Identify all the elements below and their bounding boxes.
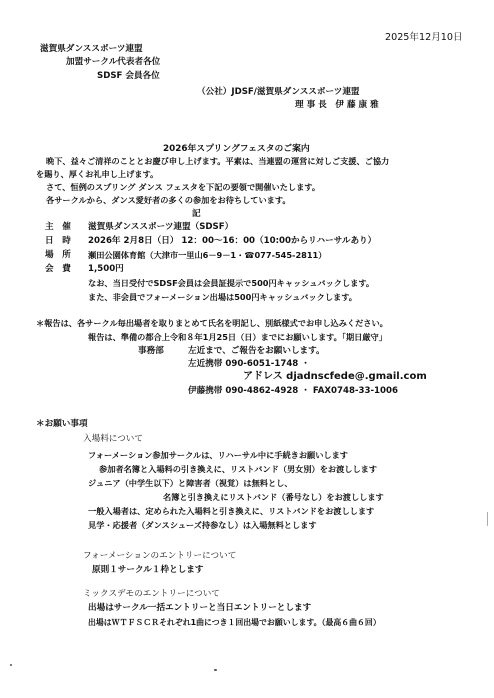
recipient-circle-reps: 加盟サークル代表者各位	[66, 57, 161, 67]
recipient-members: SDSF 会員各位	[97, 71, 160, 81]
document-date: 2025年12月10日	[385, 32, 463, 43]
report-deadline: 報告は、準備の都合上令和８年1月25日（日）までにお願いします。「期日厳守」	[88, 332, 387, 342]
document-title: 2026年スプリングフェスタのご案内	[163, 144, 310, 154]
scan-speck	[10, 664, 12, 666]
entry-line-4: 名簿と引き換えにリストバンド（番号なし）をお渡しします	[163, 492, 384, 502]
sender-name: 理 事 長 伊 藤 康 雅	[295, 100, 379, 110]
mix-demo-line-1: 出場はサークル一括エントリーと当日エントリーとします	[88, 603, 312, 613]
sender-organization: （公社）JDSF/滋賀県ダンススポーツ連盟	[197, 87, 360, 97]
mix-demo-heading: ミックスデモのエントリーについて	[83, 589, 220, 599]
greeting-line-3: さて、恒例のスプリング ダンス フェスタを下記の要領で開催いたします。	[46, 182, 321, 192]
fee-note-2: また、非会員でフォーメーション出場は500円キャッシュバックします。	[88, 292, 357, 302]
report-instruction: ＊報告は、各サークル毎出場者を取りまとめて氏名を明記し、別紙様式でお申し込みください。	[36, 318, 388, 328]
host-label: 主 催	[45, 222, 71, 232]
greeting-line-1: 晩下、益々ご清祥のこととお慶び申し上げます。平素は、当連盟の運営に対しご支援、ご協力	[46, 156, 390, 166]
recipient-federation: 滋賀県ダンススポーツ連盟	[40, 44, 143, 54]
date-value: 2026年 2月8日（日） 12：00～16：00（10:00からリハーサルあり）	[88, 236, 377, 246]
mix-demo-line-2: 出場はＷＴＦＳＣＲそれぞれ1曲につき１回出場でお願いします。（最高６曲６回）	[88, 618, 381, 627]
date-label: 日 時	[45, 236, 71, 246]
formation-heading: フォーメーションのエントリーについて	[83, 551, 237, 561]
office-phone-sakon: 左近携帯 090-6051-1748 ・	[188, 359, 310, 369]
entry-line-3: ジュニア（中学生以下）と障害者（視覚）は無料とし、	[88, 478, 293, 488]
place-label: 場 所	[45, 250, 71, 260]
office-phone-ito: 伊藤携帯 090-4862-4928 ・ FAX0748-33-1006	[188, 386, 398, 396]
scan-edge-mark	[487, 512, 488, 526]
fee-note-1: なお、当日受付でSDSF会員は会員証提示で500円キャッシュバックします。	[88, 278, 375, 288]
place-value: 瀬田公園体育館（大津市一里山6－9－1・☎077-545-2811）	[88, 250, 327, 260]
fee-label: 会 費	[45, 264, 71, 274]
office-request: 左近まで、ご報告をお願いします。	[188, 346, 325, 356]
entry-line-6: 見学・応援者（ダンスシューズ持参なし）は入場無料とします	[88, 520, 317, 530]
formation-line: 原則１サークル１枠とします	[92, 565, 204, 575]
entry-line-5: 一般入場者は、定められた入場料と引き換えに、リストバンドをお渡しします	[88, 506, 375, 516]
requests-heading: ＊お願い事項	[36, 419, 88, 429]
host-value: 滋賀県ダンススポーツ連盟（SDSF）	[88, 222, 234, 232]
greeting-line-2: を賜り、厚くお礼申し上げます。	[36, 169, 159, 179]
office-email: アドレス djadnscfede@.gmail.com	[243, 371, 427, 382]
greeting-line-4: 各サークルから、ダンス愛好者の多くの参加をお待ちしています。	[46, 195, 291, 205]
entry-line-2: 参加者名簿と入場料の引き換えに、リストバンド（男女別）をお渡しします	[99, 464, 378, 474]
fee-value: 1,500円	[88, 264, 124, 274]
entry-line-1: フォーメーション参加サークルは、リハーサル中に手続きお願いします	[88, 450, 348, 460]
office-label: 事務部	[138, 346, 164, 356]
entry-fee-heading: 入場料について	[83, 434, 143, 444]
ki-heading: 記	[192, 209, 201, 219]
scan-speck	[214, 669, 217, 671]
